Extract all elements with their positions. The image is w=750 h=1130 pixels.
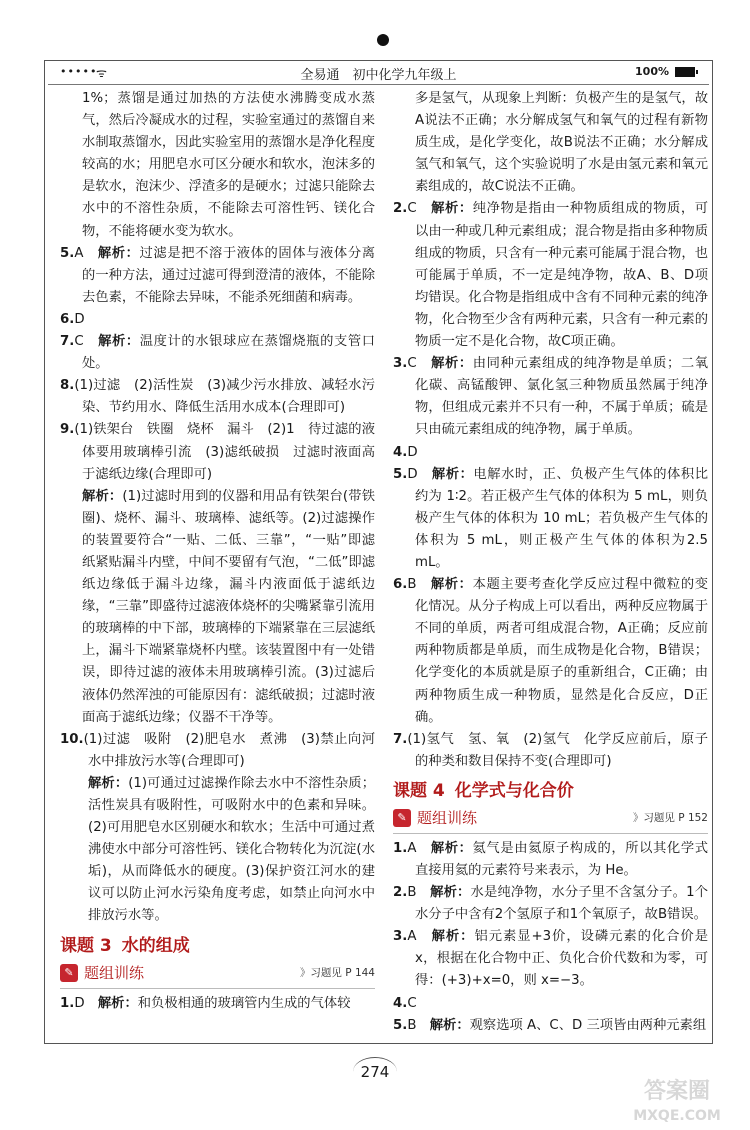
signal-icon: ••••• — [60, 65, 98, 78]
answer-item: 6.D — [60, 311, 85, 327]
answer-item: 3.A 解析：铝元素显+3价，设磷元素的化合价是x，根据在化合物中正、负化合价代数和为零，可得：(+3)+x=0，则 x=−3。 — [393, 929, 708, 989]
answer-item: 7.(1)氢气 氢、氧 (2)氢气 化学反应前后，原子的种类和数目保持不变(合理即可) — [393, 731, 708, 769]
answer-continuation: 1%；蒸馏是通过加热的方法使水沸腾变成水蒸气，然后冷凝成水的过程，实验室通过的蒸馏自来水制取蒸馏水，因此实验室用的蒸馏水是净化程度较高的水；用肥皂水可区分硬水和软水，泡沫多的是软水，泡沫少、浮渣多的是硬水；过滤只能除去水中的不溶性杂质，不能除去可溶性钙、镁化合物，不能将硬水变为软水。 — [82, 91, 375, 239]
answer-item: 9.(1)铁架台 铁圈 烧杯 漏斗 (2)1 待过滤的液体要用玻璃棒引流 (3)滤纸破损 过滤时液面高于滤纸边缘(合理即可) — [60, 422, 375, 482]
left-column — [60, 88, 375, 1015]
answer-item: 3.C 解析：由同种元素组成的纯净物是单质；二氧化碳、高锰酸钾、氯化氢三种物质虽然属于纯净物，但组成元素并不只有一种，不属于单质；硫是只由硫元素组成的纯净物，属于单质。 — [393, 356, 709, 438]
answer-item: 4.C — [393, 995, 417, 1011]
exercise-page-link[interactable]: 》习题见 P 152 — [632, 811, 708, 824]
status-bar — [48, 64, 709, 82]
answer-item: 8.(1)过滤 (2)活性炭 (3)减少污水排放、减轻水污染、节约用水、降低生活用水成本(合理即可) — [60, 378, 375, 416]
answer-item: 6.B 解析：本题主要考查化学反应过程中微粒的变化情况。从分子构成上可以看出，两种反应物属于不同的单质，两者可组成混合物，A正确；反应前两种物质都是单质，而生成物是化合物，B错误；化学变化的本质就是原子的重新组合，C正确；由两种物质生成一种物质，显然是化合反应，D正确。 — [393, 577, 709, 725]
answer-item: 4.D — [393, 444, 418, 460]
practice-section-header: ✎ 题组训练 》习题见 P 144 — [60, 962, 375, 989]
pencil-icon: ✎ — [60, 964, 78, 982]
battery-percent: 100% — [635, 65, 669, 78]
header-divider — [48, 84, 709, 85]
watermark-logo: 答案圈 MXQE.COM — [633, 1079, 721, 1124]
answer-item: 1.A 解析：氦气是由氦原子构成的，所以其化学式直接用氦的元素符号来表示，为 He。 — [393, 840, 708, 878]
answer-item: 5.B 解析：观察选项 A、C、D 三项皆由两种元素组 — [393, 1017, 707, 1033]
answer-item: 2.C 解析：纯净物是指由一种物质组成的物质，可以由一种或几种元素组成；混合物是指由多种物质组成的物质，只含有一种元素可能属于混合物，也可能属于单质，不一定是纯净物，故A、B、D项均错误。化合物是指组成中含有不同种元素的纯净物，化合物至少含有两种元素，只含有一种元素的物质一定不是化合物，故C项正确。 — [393, 201, 709, 350]
answer-item: 10.(1)过滤 吸附 (2)肥皂水 煮沸 (3)禁止向河水中排放污水等(合理即可) — [60, 731, 375, 769]
lesson-heading: 课题 3 水的组成 — [60, 935, 190, 956]
answer-explanation: 解析：(1)可通过过滤操作除去水中不溶性杂质；活性炭具有吸附性，可吸附水中的色素和异味。(2)可用肥皂水区别硬水和软水；生活中可通过煮沸使水中部分可溶性钙、镁化合物转化为沉淀(水垢)，从而降低水的硬度。(3)保护资江河水的建议可以防止河水污染角度考虑，如禁止向河水中排放污水等。 — [88, 775, 376, 924]
answer-item: 5.A 解析：过滤是把不溶于液体的固体与液体分离的一种方法，通过过滤可得到澄清的液体，不能除去色素，不能除去异味，不能杀死细菌和病毒。 — [60, 245, 375, 305]
answer-explanation: 解析：(1)过滤时用到的仪器和用品有铁架台(带铁圈)、烧杯、漏斗、玻璃棒、滤纸等。(2)过滤操作的装置要符合“一贴、二低、三靠”，“一贴”即滤纸紧贴漏斗内壁，中间不要留有气泡，“二低”即滤纸边缘低于漏斗边缘，漏斗内液面低于滤纸边缘，“三靠”即盛待过滤液体烧杯的尖嘴紧靠引流用的玻璃棒的中下部，玻璃棒的下端紧靠在三层滤纸上，漏斗下端紧靠烧杯内壁。该装置图中有一处错误，即待过滤的液体未用玻璃棒引流。(3)过滤后液体仍然浑浊的可能原因有：滤纸破损；过滤时液面高于滤纸边缘；仪器不干净等。 — [82, 488, 376, 725]
book-title: 全易通 初中化学九年级上 — [300, 68, 457, 83]
pencil-icon: ✎ — [393, 809, 411, 827]
answer-item: 5.D 解析：电解水时，正、负极产生气体的体积比约为 1∶2。若正极产生气体的体积为 5 mL，则负极产生气体的体积为 10 mL；若负极产生气体的体积为 5 mL，则正极产生气体的体积为2.5 mL。 — [393, 466, 709, 570]
battery-icon — [675, 67, 695, 77]
answer-item: 2.B 解析：水是纯净物，水分子里不含氢分子。1个水分子中含有2个氢原子和1个氧原子，故B错误。 — [393, 885, 709, 923]
wifi-icon: ᯤ — [96, 66, 107, 80]
page-number: 274 — [353, 1057, 397, 1086]
right-column — [393, 88, 708, 1037]
answer-item: 7.C 解析：温度计的水银球应在蒸馏烧瓶的支管口处。 — [60, 334, 376, 372]
lesson-heading: 课题 4 化学式与化合价 — [393, 780, 574, 801]
answer-item: 1.D 解析：和负极相通的玻璃管内生成的气体较 — [60, 995, 351, 1011]
front-camera — [377, 34, 389, 46]
practice-section-header: ✎ 题组训练 》习题见 P 152 — [393, 807, 708, 834]
answer-continuation: 多是氢气，从现象上判断：负极产生的是氢气，故A说法不正确；水分解成氢气和氧气的过程有新物质生成，是化学变化，故B说法不正确；水分解成氢气和氧气，这个实验说明了水是由氢元素和氧元素组成的，故C说法不正确。 — [415, 91, 708, 195]
exercise-page-link[interactable]: 》习题见 P 144 — [299, 966, 375, 979]
